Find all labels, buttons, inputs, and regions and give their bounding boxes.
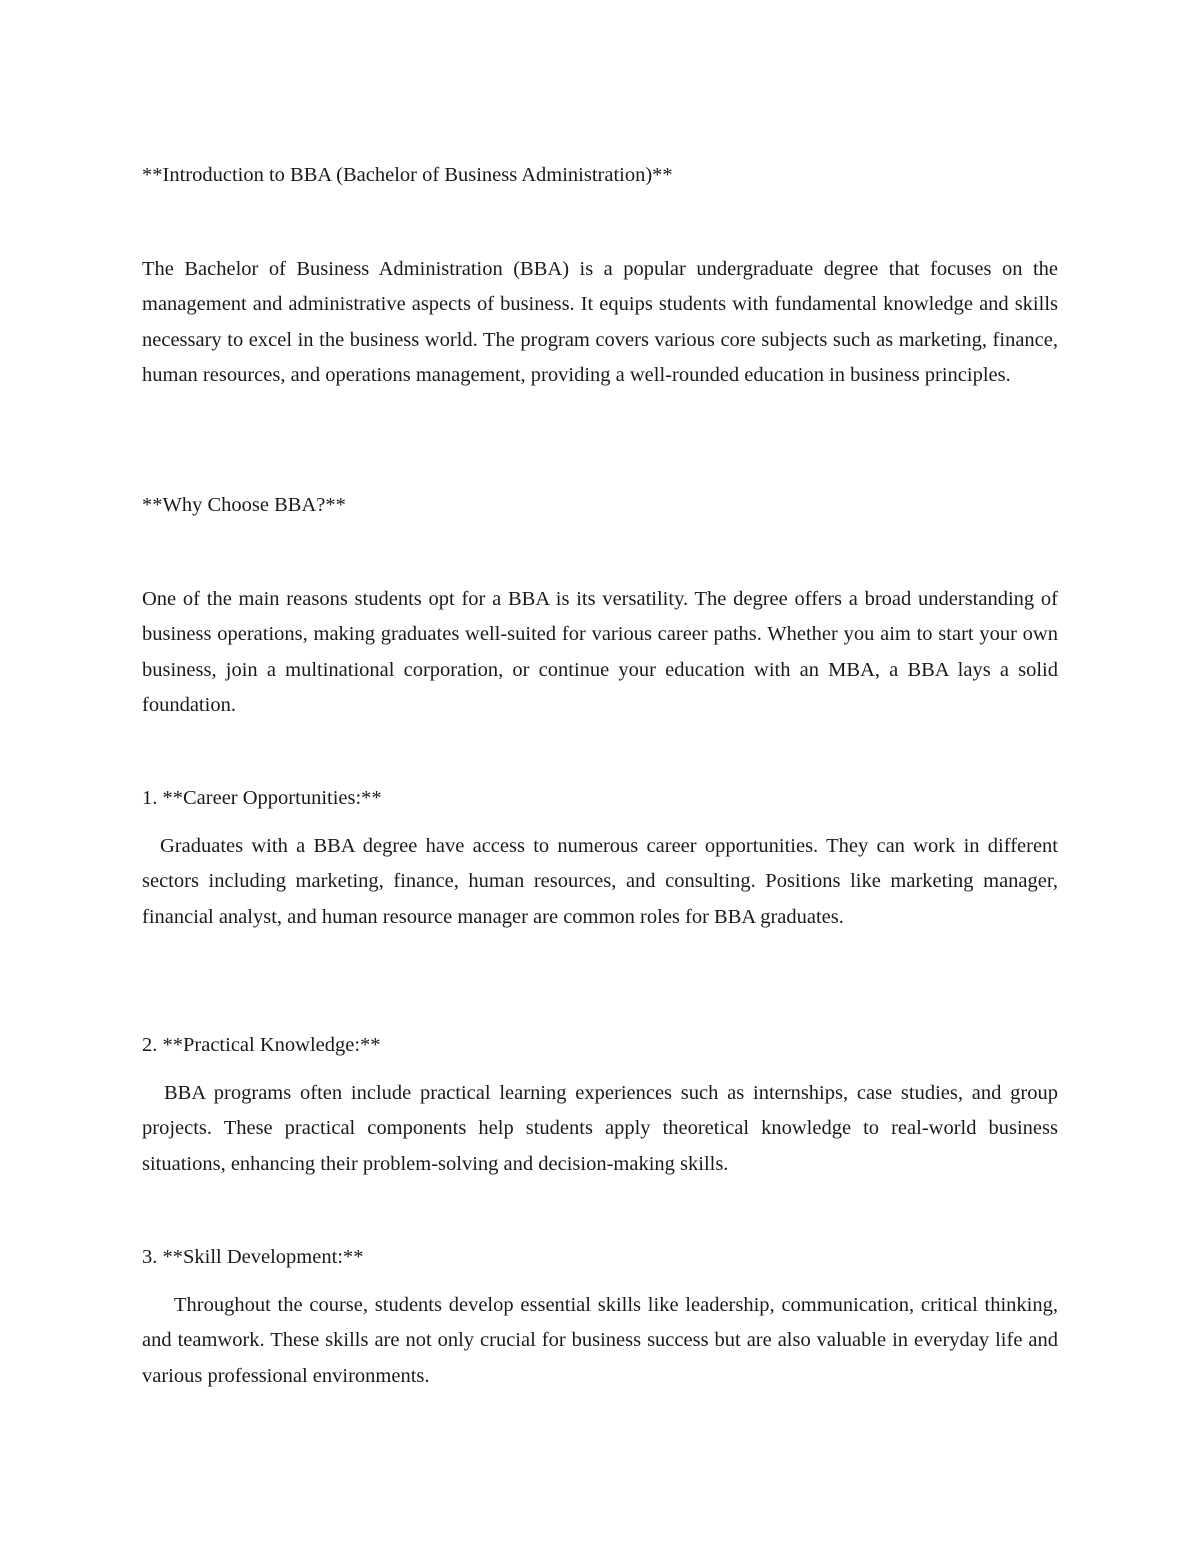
why-heading: **Why Choose BBA?** — [142, 494, 346, 516]
section-body-skill: Throughout the course, students develop essential skills like leadership, communication, critical thinking, and teamwork. These skills are not only crucial for business success but are also valuable in everyday life and various professional environments. — [142, 1294, 1058, 1387]
section-heading-career: 1. **Career Opportunities:** — [142, 787, 382, 809]
section-body-practical: BBA programs often include practical learning experiences such as internships, case studies, and group projects. These practical components help students apply theoretical knowledge to real-world business situations, enhancing their problem-solving and decision-making skills. — [142, 1082, 1058, 1175]
section-heading-practical: 2. **Practical Knowledge:** — [142, 1034, 381, 1056]
intro-paragraph: The Bachelor of Business Administration (BBA) is a popular undergraduate degree that focuses on the management and administrative aspects of business. It equips students with fundamental knowledge and skills necessary to excel in the business world. The program covers various core subjects such as marketing, finance, human resources, and operations management, providing a well-rounded education in business principles. — [142, 258, 1058, 386]
document-title: **Introduction to BBA (Bachelor of Business Administration)** — [142, 164, 673, 186]
section-heading-skill: 3. **Skill Development:** — [142, 1246, 364, 1268]
section-body-career: Graduates with a BBA degree have access to numerous career opportunities. They can work in different sectors including marketing, finance, human resources, and consulting. Positions like marketing manager, financial analyst, and human resource manager are common roles for BBA graduates. — [142, 835, 1058, 928]
why-paragraph: One of the main reasons students opt for a BBA is its versatility. The degree offers a broad understanding of business operations, making graduates well-suited for various career paths. Whether you aim to start your own business, join a multinational corporation, or continue your education with an MBA, a BBA lays a solid foundation. — [142, 588, 1058, 716]
